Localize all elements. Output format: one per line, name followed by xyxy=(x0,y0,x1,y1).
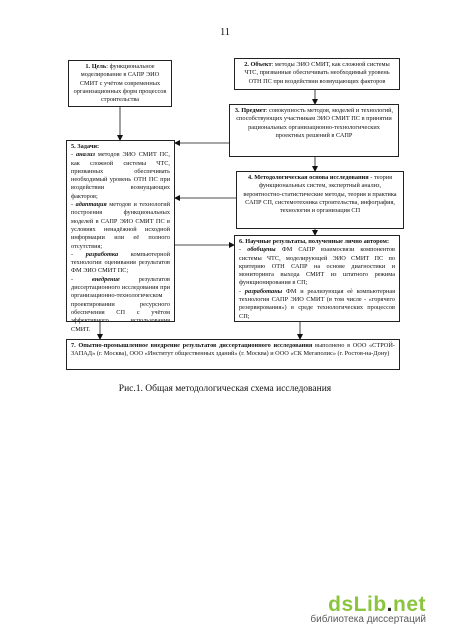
goal-text: : функциональное моделирование в САПР ЭИО СМИТ с учётом современных организационных форм процессов строительства xyxy=(73,63,167,104)
page-number: 11 xyxy=(219,27,231,38)
figure-caption: Рис.1. Общая методологическая схема исследования xyxy=(118,384,332,394)
task-keyword: анализ xyxy=(75,151,95,159)
task-keyword: внедрение xyxy=(92,275,120,283)
task-item: - разработка компьютерной технологии оценивания результатов ФМ ЭИО СМИТ ПС; xyxy=(71,250,170,275)
task-item: - внедрение результатов диссертационного исследования при организационно-технологическом проектировании ресурсного обеспечения СП с учётом эффективного использования СМИТ. xyxy=(71,275,170,333)
result-text: ФМ САПР взаимосвязи компонентов системы ЧТС, моделирующей ЭИО СМИТ ПС по критерию ОТН САПР на основе диагностики и мониторинга выхода СМИТ из штатного режима функционирования в СП; xyxy=(239,246,396,287)
object-box xyxy=(234,58,400,90)
result-keyword: разработаны xyxy=(244,287,283,295)
implementation-text: выполнено в ООО «СТРОЙ-ЗАПАД» (г. Москва), ООО «Институт общественных зданий» (г. Москва) и ООО «СК Мегаполис» (г. Ростов-на-Дону) xyxy=(71,342,396,358)
watermark xyxy=(310,593,426,625)
methodology-title: 4. Методологическая основа исследования xyxy=(247,174,369,181)
tasks-title: 5. Задачи xyxy=(71,143,98,150)
goal-title: 1. Цель xyxy=(85,63,107,70)
task-item: - адаптация методов и технологий построения функциональных моделей в САПР ЭИО СМИТ ПС в условиях ненадёжной исходной информации или её полного отсутствия; xyxy=(71,201,170,250)
watermark-subtitle: библиотека диссертаций xyxy=(310,614,426,625)
object-title: 2. Объект xyxy=(244,61,272,68)
methodology-text: - теория функциональных систем, экспертный анализ, вероятностно-статистические методы, теория и практика САПР СП, системотехника строительства, инфография, технология и организация СП xyxy=(243,174,397,215)
subject-box xyxy=(229,104,399,157)
watermark-logo: dsLib.net xyxy=(328,593,426,616)
subject-text: : совокупность методов, моделей и технологий, способствующих участникам ЭИО СМИТ ПС в принятии рациональных организационно-технологических проектных решений в САПР xyxy=(236,107,394,139)
task-text: компьютерной технологии оценивания результатов ФМ ЭИО СМИТ ПС; xyxy=(71,250,170,275)
result-item: - обобщены ФМ САПР взаимосвязи компонентов системы ЧТС, моделирующей ЭИО СМИТ ПС по критерию ОТН САПР на основе диагностики и мониторинга выхода СМИТ из штатного режима функционирования в СП; xyxy=(239,246,396,287)
task-text: методов ЭИО СМИТ ПС, как сложной системы ЧТС, призванных обеспечивать необходимый уровень ОТН ПС при воздействии возмущающих факторов; xyxy=(71,151,170,200)
results-box: 6. Научные результаты, полученные лично автором: - обобщены ФМ САПР взаимосвязи компонентов системы ЧТС, моделирующей ЭИО СМИТ ПС по критерию ОТН САПР на основе диагностики и мониторинга выхода СМИТ из штатного режима функционирования в СП; - разработаны ФМ и реализующая еѐ компьютерная технология САПР ЭИО СМИТ (в том числе - «горячего резервирования») в среде технологических процессов СП; xyxy=(234,235,400,322)
result-text: ФМ и реализующая еѐ компьютерная технология САПР ЭИО СМИТ (в том числе - «горячего резервирования») в среде технологических процессов СП; xyxy=(239,287,396,320)
methodology-box xyxy=(236,171,404,229)
results-title: 6. Научные результаты, полученные лично автором xyxy=(239,238,387,245)
result-item: - разработаны ФМ и реализующая еѐ компьютерная технология САПР ЭИО СМИТ (в том числе - «горячего резервирования») в среде технологических процессов СП; xyxy=(239,287,396,320)
task-keyword: разработка xyxy=(85,250,119,258)
object-text: : методы ЭИО СМИТ, как сложной системы ЧТС, призванные обеспечивать необходимый уровень ОТН ПС при воздействии возмущающих факторов xyxy=(244,61,390,85)
subject-title: 3. Предмет xyxy=(234,107,266,114)
task-item: - анализ методов ЭИО СМИТ ПС, как сложной системы ЧТС, призванных обеспечивать необходимый уровень ОТН ПС при воздействии возмущающих факторов; xyxy=(71,151,170,200)
tasks-box: 5. Задачи: - анализ методов ЭИО СМИТ ПС, как сложной системы ЧТС, призванных обеспечивать необходимый уровень ОТН ПС при воздействии возмущающих факторов; - адаптация методов и технологий построения функциональных моделей в САПР ЭИО СМИТ ПС в условиях ненадёжной исходной информации или её полного отсутствия; - разработка компьютерной технологии оценивания результатов ФМ ЭИО СМИТ ПС; - внедрение результатов диссертационного исследования при организационно-технологическом проектировании ресурсного обеспечения СП с учётом эффективного использования СМИТ. xyxy=(66,140,175,322)
task-text: методов и технологий построения функциональных моделей в САПР ЭИО СМИТ ПС в условиях ненадёжной исходной информации или её полного отсутствия; xyxy=(71,201,170,250)
task-text: результатов диссертационного исследования при организационно-технологическом проектировании ресурсного обеспечения СП с учётом эффективного использования СМИТ. xyxy=(71,275,170,333)
implementation-title: 7. Опытно-промышленное внедрение результатов диссертационного исследования xyxy=(71,342,313,349)
result-keyword: обобщены xyxy=(247,246,276,254)
implementation-text-box xyxy=(66,339,400,370)
task-keyword: адаптация xyxy=(75,201,107,209)
goal-box xyxy=(68,60,172,107)
